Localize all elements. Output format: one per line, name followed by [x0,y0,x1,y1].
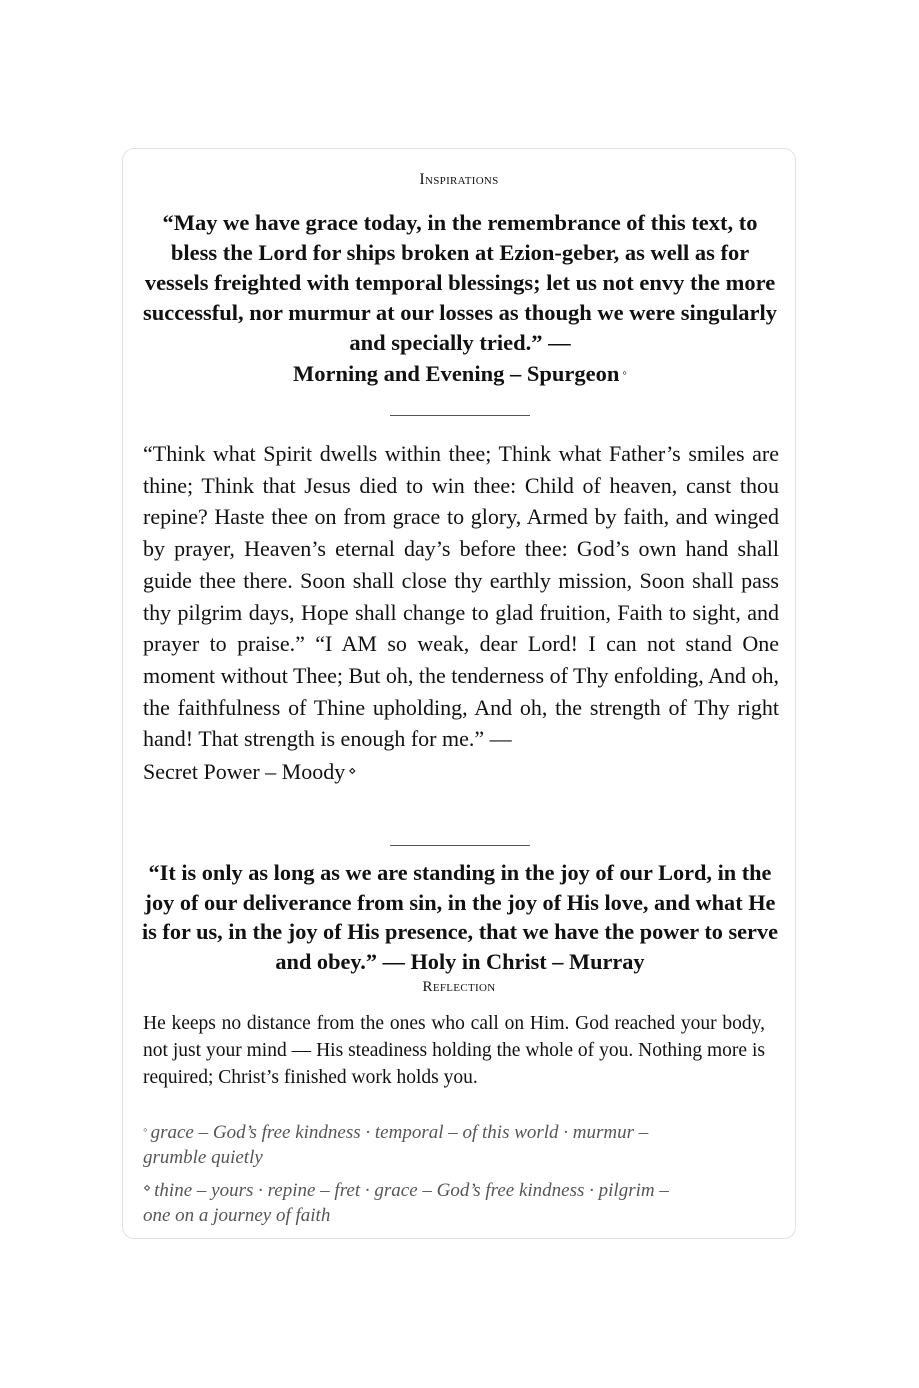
section-heading-reflection: Reflection [422,979,496,995]
devotional-card [122,148,796,1239]
quote-moody-source-line [143,755,779,788]
glossary-text-1: grace – God’s free kindness · temporal – of this world · murmur – grumble quietly [143,1122,649,1168]
glossary-marker-diamond: ⋄ [143,1180,152,1195]
divider-1 [390,415,530,416]
footnote-marker-diamond: ⋄ [348,763,357,779]
glossary-entry-2 [143,1175,673,1228]
section-heading-inspirations: Inspirations [419,171,499,188]
quote-moody-text: “Think what Spirit dwells within thee; Think what Father’s smiles are thine; Think that Jesus died to win thee: Child of heaven, canst thou repine? Haste thee on from grace to glory, Armed by faith, and winged by prayer, Heaven’s eternal day’s before thee: God’s own hand shall guide thee there. Soon shall close thy earthly mission, Soon shall pass thy pilgrim days, Hope shall change to glad fruition, Faith to sight, and prayer to praise.” “I AM so weak, dear Lord! I can not stand One moment without Thee; But oh, the tenderness of Thy enfolding, And oh, the faithfulness of Thine upholding, And oh, the strength of Thy right hand! That strength is enough for me.” — [143,441,779,752]
quote-murray: “It is only as long as we are standing in the joy of our Lord, in the joy of our deliverance from sin, in the joy of His love, and what He is for us, in the joy of His presence, that we have the power to serve and obey.” — Holy in Christ – Murray [141,860,778,974]
glossary-marker-circle: ◦ [143,1122,148,1137]
quote-spurgeon [143,208,777,389]
quote-moody-source: Secret Power – Moody [143,759,346,785]
glossary-entry-1 [143,1117,663,1170]
divider-2 [390,845,530,846]
footnote-marker-circle: ◦ [622,365,627,380]
glossary-text-2: thine – yours · repine – fret · grace – God’s free kindness · pilgrim – one on a journey of faith [143,1180,669,1226]
quote-spurgeon-source: Morning and Evening – Spurgeon [293,361,620,386]
quote-spurgeon-text: “May we have grace today, in the remembrance of this text, to bless the Lord for ships broken at Ezion-geber, as well as for vessels freighted with temporal blessings; let us not envy the more successful, nor murmur at our losses as though we were singularly and specially tried.” — [143,210,777,355]
quote-spurgeon-source-line [143,358,777,389]
quote-moody [143,438,779,788]
reflection-text: He keeps no distance from the ones who call on Him. God reached your body, not just your mind — His steadiness holding the whole of you. Nothing more is required; Christ’s finished work holds you. [143,1013,765,1088]
